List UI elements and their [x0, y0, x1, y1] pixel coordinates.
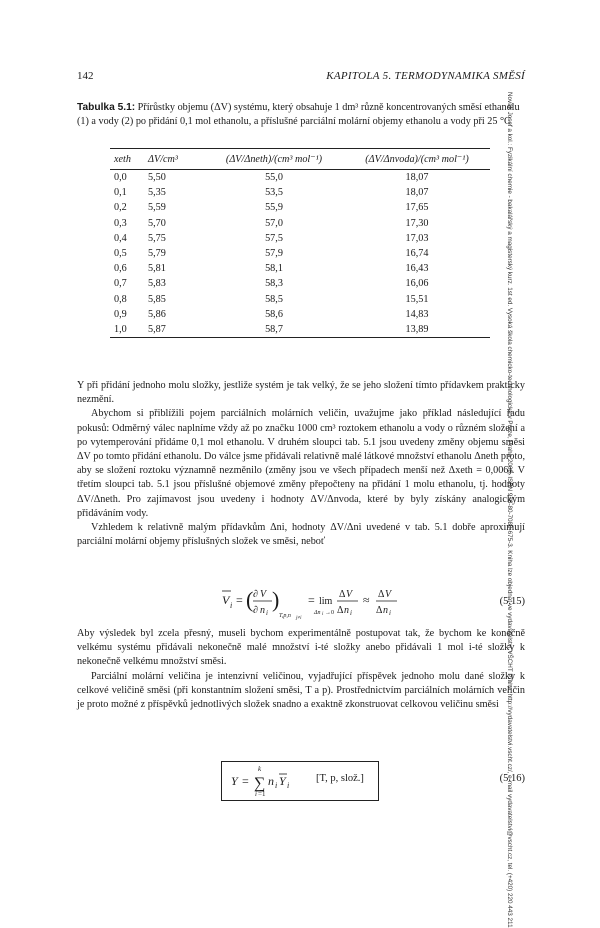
table-cell: 16,43 [405, 263, 429, 275]
equation-5-15-number: (5.15) [499, 596, 525, 607]
svg-text:n: n [268, 774, 274, 788]
svg-text:=1: =1 [258, 790, 266, 798]
table-cell: 57,5 [265, 232, 283, 244]
paragraph-5: Parciální molární veličina je intenzivní veličinou, vyjadřující příspěvek jednoho molu dané složky k celkové veličině směsi (při konstantním složení směsi, T a p). Prostřednictvím parciálních molárních veličin je proto možné z příspěvků jednotlivých složek snadno a exaktně zkonstruovat celkovou veličinu směsi [77, 670, 525, 711]
table-cell: 5,86 [148, 308, 166, 320]
table-cell: 5,50 [148, 172, 166, 184]
equation-5-16-number: (5.16) [499, 773, 525, 784]
table-cell: 5,79 [148, 248, 166, 260]
table-cell: 5,83 [148, 278, 166, 290]
svg-text:i: i [230, 601, 233, 610]
table-cell: 17,30 [405, 217, 429, 229]
table-cell: 58,3 [265, 278, 283, 290]
svg-text:k: k [258, 765, 262, 773]
table-cell: 0,9 [114, 308, 127, 320]
table-row [110, 246, 490, 261]
table-cell: 0,7 [114, 278, 127, 290]
table-row [110, 216, 490, 231]
table-cell: 57,0 [265, 217, 283, 229]
table-cell: 17,65 [405, 202, 429, 214]
equation-5-15-formula [222, 584, 412, 624]
table-row [110, 200, 490, 215]
svg-text:Y: Y [231, 774, 238, 788]
body-text-2 [77, 627, 525, 712]
svg-text:): ) [272, 587, 280, 612]
table-cell: 58,1 [265, 263, 283, 275]
table-row [110, 307, 490, 322]
data-table [110, 148, 490, 338]
table-header-row [110, 149, 490, 170]
table-cell: 18,07 [405, 187, 429, 199]
table-caption [77, 101, 525, 129]
svg-text:i: i [275, 781, 278, 790]
svg-text:V: V [222, 593, 230, 607]
caption-text: Přírůstky objemu (ΔV) systému, který obsahuje 1 dm³ různě koncentrovaných směsí ethanolu (1) a vody (2) po přidání 0,1 mol ethanolu, a příslušné parciální molární objemy ethanolu a vody při 25 °C [77, 102, 520, 127]
svg-text:∂: ∂ [253, 589, 258, 600]
table-cell: 5,35 [148, 187, 166, 199]
svg-text:i: i [255, 790, 257, 798]
table-cell: 0,6 [114, 263, 127, 275]
table-cell: 0,8 [114, 293, 127, 305]
table-row [110, 261, 490, 276]
svg-text:n: n [383, 605, 388, 616]
svg-text:→0: →0 [325, 610, 334, 616]
caption-label: Tabulka 5.1: [77, 102, 136, 113]
paragraph-4: Aby výsledek byl zcela přesný, museli bychom experimentálně postupovat tak, že bychom ke konečně velkému systému přidávali nekonečně malé množství i-té složky anebo přidávali 1 mol i-té složky k nekonečně velkému množství směsi. [77, 628, 525, 668]
svg-text:lim: lim [319, 596, 333, 607]
svg-text:n: n [260, 605, 265, 616]
table-row [110, 185, 490, 200]
svg-text:n: n [344, 605, 349, 616]
svg-text:j≠i: j≠i [296, 616, 302, 621]
table-cell: 5,81 [148, 263, 166, 275]
paragraph-3: Vzhledem k relativně malým přídavkům Δni, hodnoty ΔV/Δni uvedené v tab. 5.1 dobře aproximují parciální molární objemy příslušných složek ve směsi, neboť [77, 522, 525, 548]
svg-text:T,p,n: T,p,n [279, 613, 291, 619]
table-row [110, 231, 490, 246]
header-dv-dneth: (ΔV/Δneth)/(cm³ mol⁻¹) [204, 149, 344, 170]
table-cell: 16,74 [405, 248, 429, 260]
table-cell: 5,70 [148, 217, 166, 229]
table-cell: 0,3 [114, 217, 127, 229]
equation-5-16-box [221, 761, 379, 801]
table-cell: 17,03 [405, 232, 429, 244]
table-row [110, 276, 490, 291]
svg-text:i: i [350, 609, 352, 617]
svg-text:∑: ∑ [254, 775, 266, 792]
table-row [110, 322, 490, 338]
table-cell: 58,7 [204, 322, 344, 338]
equation-5-15 [222, 584, 412, 627]
chapter-title: KAPITOLA 5. TERMODYNAMIKA SMĚSÍ [326, 70, 525, 82]
table-cell: 14,83 [405, 308, 429, 320]
body-text-1 [77, 379, 525, 549]
table-cell: 0,0 [114, 172, 127, 184]
table-cell: 5,87 [144, 322, 204, 338]
paragraph-1: Y při přidání jednoho molu složky, jestliže systém je tak velký, že se jeho složení tímto přídavkem prakticky nezmění. [77, 380, 525, 406]
table-cell: 55,0 [265, 172, 283, 184]
svg-text:=: = [242, 774, 249, 788]
svg-text:V: V [260, 589, 267, 600]
copyright-sidebar: Novák Josef a kol.: Fyzikální chemie - bakalářský a magisterský kurz. 1st ed. Vysoká škola chemicko-technologická v Praze, Praha 2008, ISBN 978-80-7080-675-3. Kniha lze objednat ve vydavatelství VŠCHT Praha, http://vydavatelstvi.vscht.cz/, e-mail vydavatelstvi@vscht.cz, tel. (+420) 220 443 211 [506, 92, 513, 928]
svg-text:Δn: Δn [314, 610, 321, 616]
table-cell: 18,07 [405, 172, 429, 184]
svg-text:Δ: Δ [378, 589, 385, 600]
table-cell: 5,59 [148, 202, 166, 214]
svg-text:i: i [287, 781, 290, 790]
table-cell: 5,85 [148, 293, 166, 305]
svg-text:(: ( [246, 587, 254, 612]
header-dv-dnvoda: (ΔV/Δnvoda)/(cm³ mol⁻¹) [344, 149, 490, 170]
table-row [110, 170, 490, 186]
svg-text:V: V [385, 589, 392, 600]
table-cell: 58,6 [265, 308, 283, 320]
table-cell: 57,9 [265, 248, 283, 260]
paragraph-2: Abychom si přiblížili pojem parciálních molárních veličin, uvažujme jako příklad následující řadu pokusů: Odměrný válec naplníme vždy až po značku 1000 cm³ roztokem ethanolu a vody o různém složení a po vytemperování přidáme 0,1 mol ethanolu. V druhém sloupci tab. 5.1 jsou uvedeny změny objemu směsi ΔV po tomto přidání ethanolu. Do válce jsme přidávali relativně malé látkové množství ethanolu Δneth proto, aby se složení roztoku významně nezměnilo (změny jsou ve všech případech menší než Δxeth = 0,006). V třetím sloupci tab. 5.1 jsou příslušné objemové změny přepočteny na přidání 1 molu ethanolu, tj. hodnoty ΔV/Δneth. Pro zajímavost jsou uvedeny i hodnoty ΔV/Δnvoda, které by byly získány analogickým přidáváním vody. [77, 408, 525, 519]
table-cell: 0,4 [114, 232, 127, 244]
table-cell: 0,2 [114, 202, 127, 214]
svg-text:i: i [389, 609, 391, 617]
svg-text:Δ: Δ [337, 605, 344, 616]
svg-text:i: i [266, 609, 268, 617]
svg-text:V: V [346, 589, 353, 600]
table-cell: 13,89 [344, 322, 490, 338]
svg-text:=: = [308, 593, 315, 607]
table-cell: 1,0 [110, 322, 144, 338]
svg-text:=: = [236, 593, 243, 607]
header-dv: ΔV/cm³ [144, 149, 204, 170]
table-cell: 53,5 [265, 187, 283, 199]
table-cell: 0,5 [114, 248, 127, 260]
svg-text:≈: ≈ [363, 593, 370, 607]
table-cell: 55,9 [265, 202, 283, 214]
table-cell: 0,1 [114, 187, 127, 199]
svg-text:∂: ∂ [253, 605, 258, 616]
table-cell: 58,5 [265, 293, 283, 305]
page-number: 142 [77, 70, 94, 82]
header-xeth: xeth [110, 149, 144, 170]
svg-text:Δ: Δ [339, 589, 346, 600]
svg-text:Y: Y [279, 774, 286, 788]
svg-text:i: i [322, 612, 324, 617]
svg-text:Δ: Δ [376, 605, 383, 616]
equation-5-16-condition: [T, p, slož.] [316, 773, 364, 784]
table-cell: 5,75 [148, 232, 166, 244]
table-row [110, 292, 490, 307]
table-cell: 15,51 [405, 293, 429, 305]
table-cell: 16,06 [405, 278, 429, 290]
